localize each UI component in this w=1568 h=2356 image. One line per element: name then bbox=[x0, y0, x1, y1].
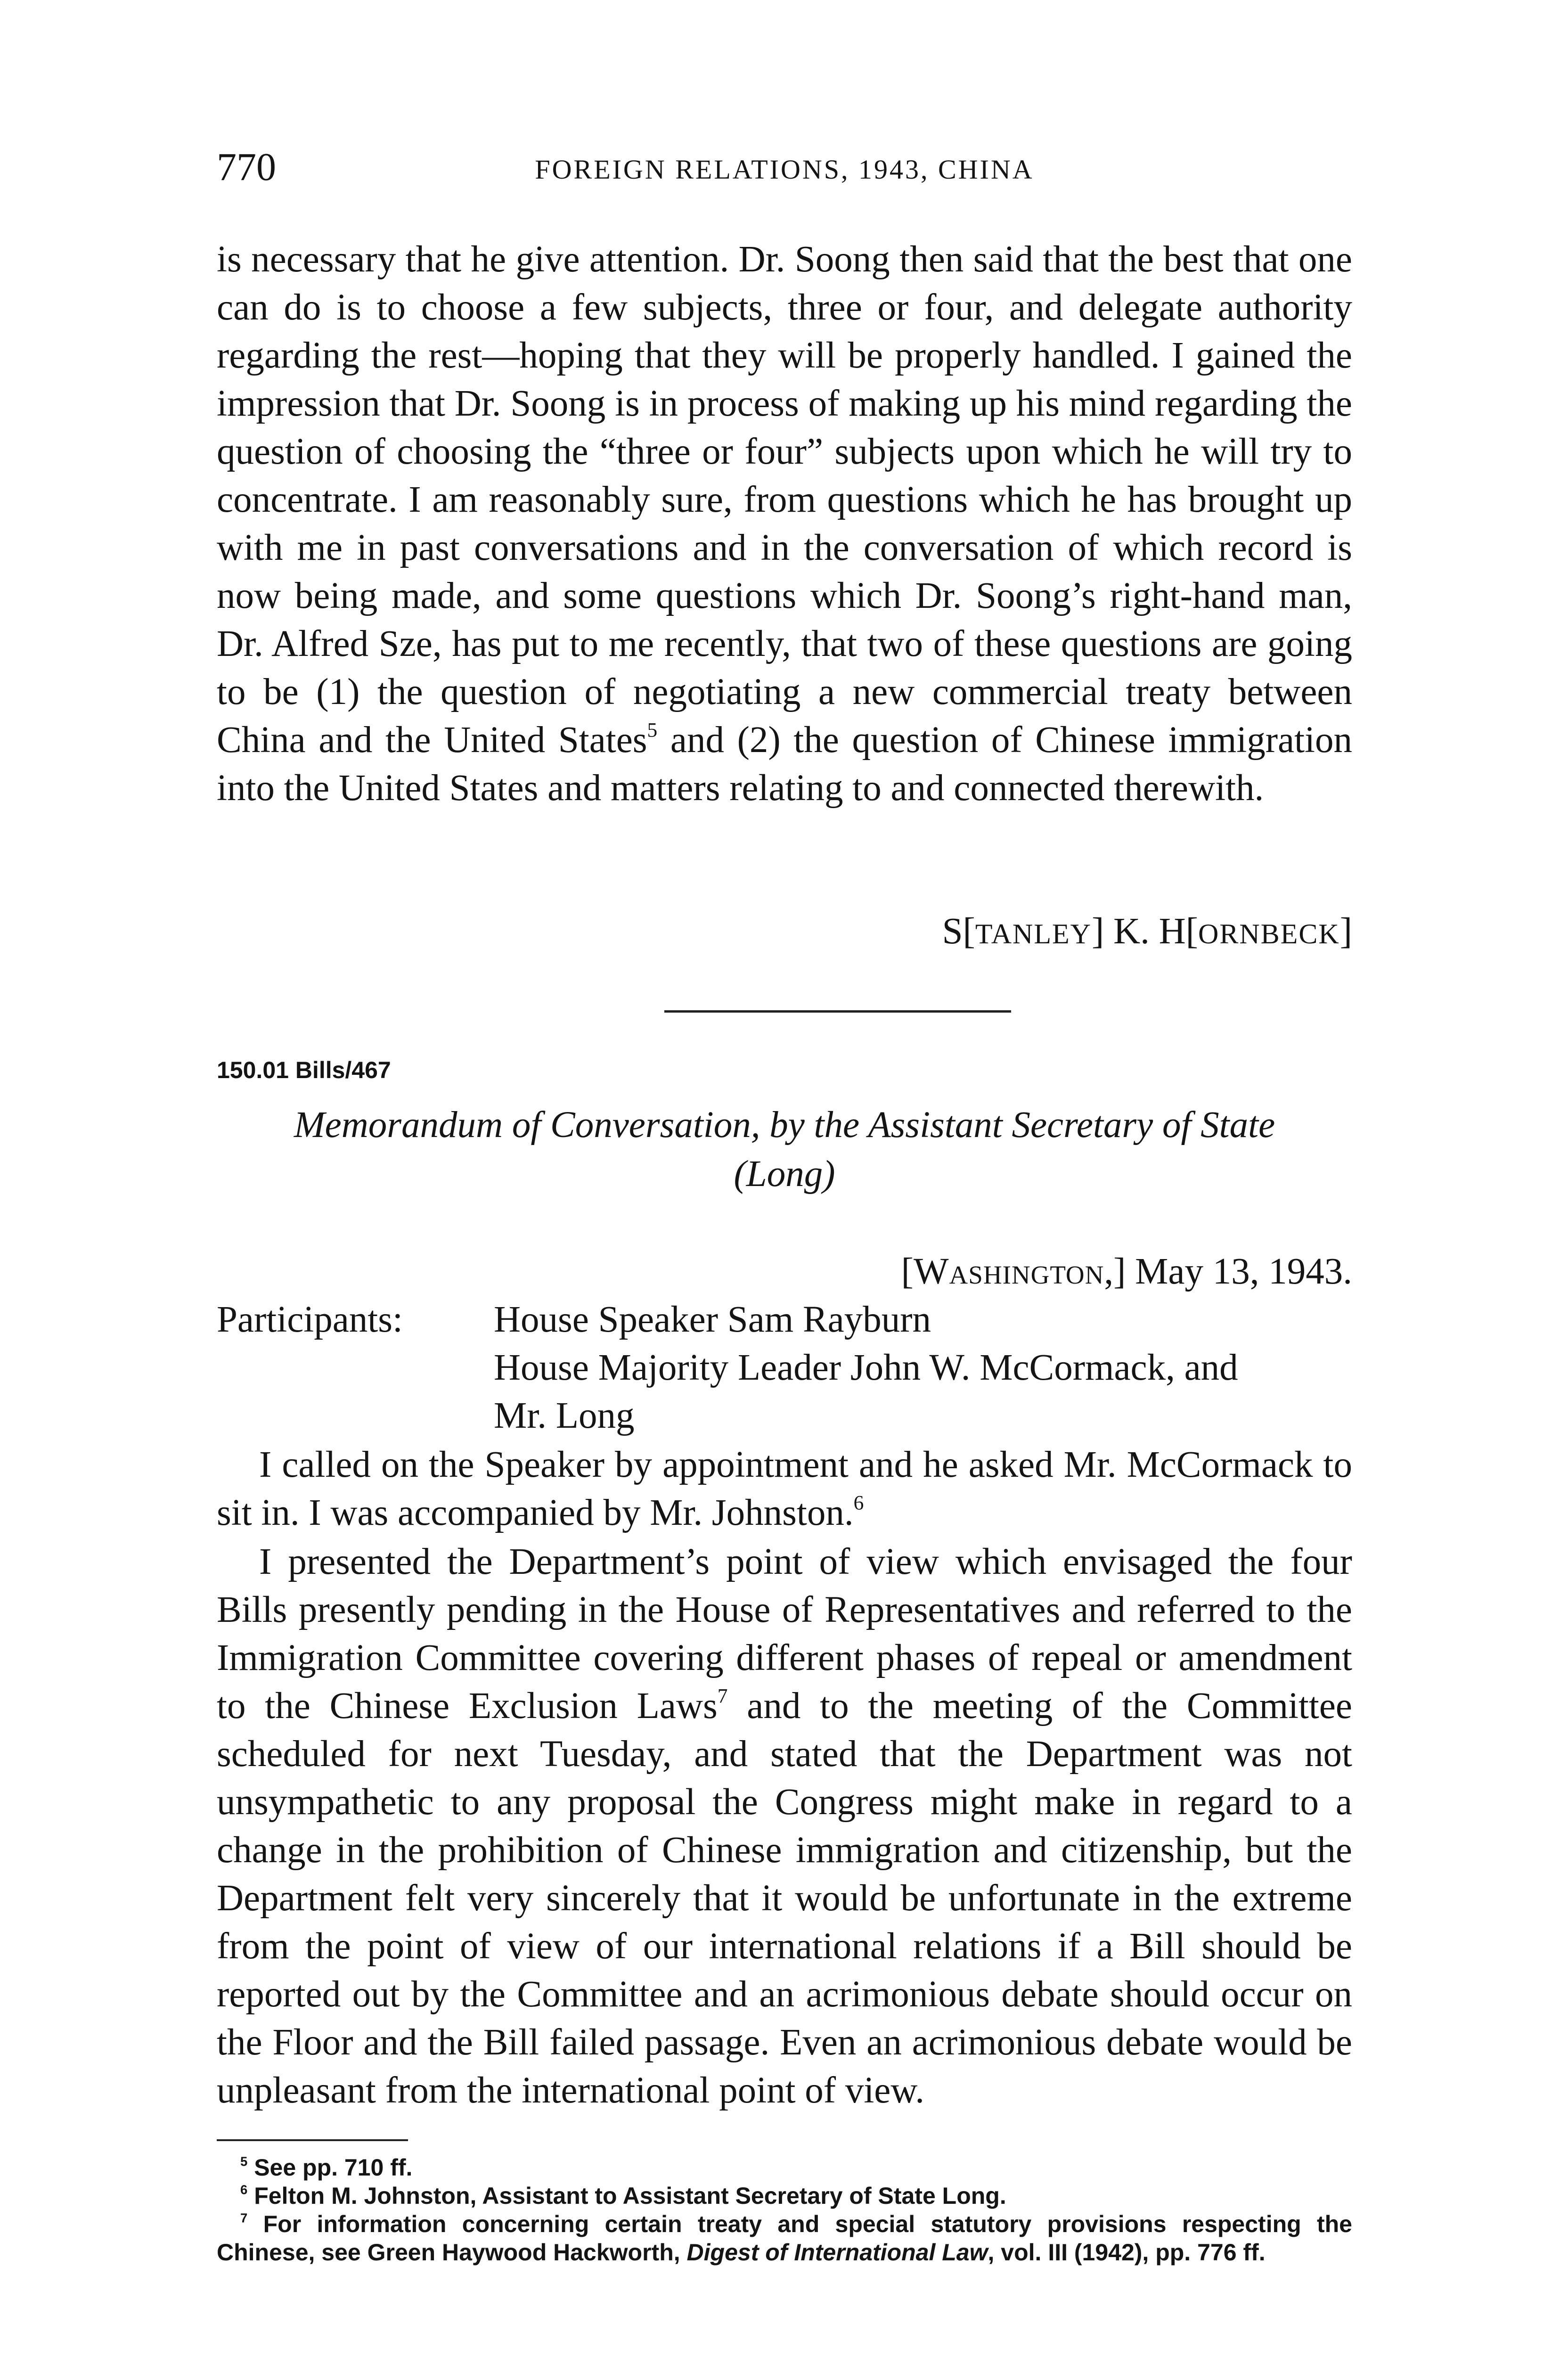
participant: House Majority Leader John W. McCormack, and bbox=[494, 1347, 1238, 1388]
continued-text-part2: and (2) the question of Chinese immigration into the United States and matters relating to and connected therewith. bbox=[217, 720, 1353, 809]
footnote-ref-7: 7 bbox=[717, 1685, 728, 1708]
continued-paragraph bbox=[217, 236, 1352, 812]
continued-text-part1: is necessary that he give attention. Dr. Soong then said that the best that one can do is to choose a few subjects, three or four, and delegate authority regarding the rest—hoping that they will be properly handled. I gained the impression that Dr. Soong is in process of making up his mind regarding the question of choosing the “three or four” subjects upon which he will try to concentrate. I am reasonably sure, from questions which he has brought up with me in past conversations and in the conversation of which record is now being made, and some questions which Dr. Soong’s right-hand man, Dr. Alfred Sze, has put to me recently, that two of these questions are going to be (1) the question of negotiating a new commercial treaty between China and the United States bbox=[217, 239, 1352, 761]
participant: Mr. Long bbox=[494, 1395, 635, 1436]
dateline-place: Washington bbox=[913, 1251, 1104, 1292]
cited-work-title: Digest of International Law bbox=[686, 2239, 988, 2266]
footnote-ref-6: 6 bbox=[853, 1491, 864, 1514]
footnote-7: $^7$ For information concerning certain treaty and special statutory provisions respecting the Chinese, see Green Haywood Hackworth, Digest of International Law, vol. III (1942), pp. 776 ff. bbox=[217, 2210, 1352, 2266]
paragraph-2: I presented the Department’s point of view which envisaged the four Bills presently pending in the House of Representatives and referred to the Immigration Committee covering different phases of repeal or amendment to the Chinese Exclusion Laws$^7$ and to the meeting of the Committee scheduled for next Tuesday, and stated that the Department was not unsympathetic to any proposal the Congress might make in regard to a change in the prohibition of Chinese immigration and citizenship, but the Department felt very sincerely that it would be unfortunate in the extreme from the point of view of our international relations if a Bill should be reported out by the Committee and an acrimonious debate should occur on the Floor and the Bill failed passage. Even an acrimonious debate would be unpleasant from the international point of view. bbox=[217, 1541, 1352, 2111]
footnote-rule bbox=[217, 2139, 408, 2141]
file-number: 150.01 Bills/467 bbox=[217, 1057, 391, 1083]
participant: House Speaker Sam Rayburn bbox=[494, 1299, 931, 1340]
participants-list bbox=[494, 1296, 1352, 1440]
running-head: FOREIGN RELATIONS, 1943, CHINA bbox=[535, 154, 1034, 185]
footnote-5: $^5$ See pp. 710 ff. bbox=[240, 2154, 413, 2181]
document-title-line2: (Long) bbox=[734, 1153, 835, 1194]
paragraph-1: I called on the Speaker by appointment and he asked Mr. McCormack to sit in. I was accompanied by Mr. Johnston.$^6$ bbox=[217, 1444, 1352, 1533]
dateline: [Washington,] May 13, 1943. bbox=[901, 1251, 1352, 1292]
page-number: 770 bbox=[217, 145, 276, 189]
dateline-date: ,] May 13, 1943. bbox=[1104, 1251, 1352, 1292]
footnotes bbox=[217, 2153, 1352, 2266]
signature: S[TANLEY] K. H[ORNBECK] bbox=[942, 911, 1352, 952]
participants-label: Participants: bbox=[217, 1299, 403, 1340]
section-separator bbox=[664, 1010, 1011, 1013]
document-title bbox=[217, 1101, 1352, 1199]
footnote-ref-5: 5 bbox=[647, 719, 658, 742]
page-header bbox=[217, 141, 1352, 203]
document-title-line1: Memorandum of Conversation, by the Assistant Secretary of State bbox=[294, 1104, 1275, 1145]
footnote-6: $^6$ Felton M. Johnston, Assistant to Assistant Secretary of State Long. bbox=[240, 2182, 1006, 2209]
